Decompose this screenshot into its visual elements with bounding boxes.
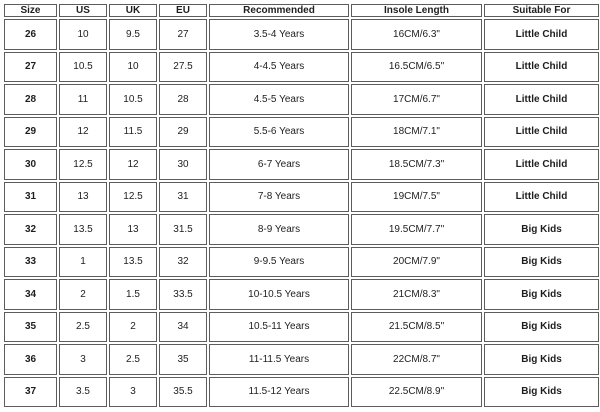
cell-insole-length: 18.5CM/7.3"	[351, 149, 482, 180]
cell-size: 32	[4, 214, 57, 245]
header-eu: EU	[159, 4, 207, 17]
table-row	[4, 312, 599, 343]
cell-size: 36	[4, 344, 57, 375]
header-insole-length: Insole Length	[351, 4, 482, 17]
cell-size: 26	[4, 19, 57, 50]
cell-recommended: 10-10.5 Years	[209, 279, 349, 310]
cell-suitable-for: Big Kids	[484, 279, 599, 310]
header-us: US	[59, 4, 107, 17]
cell-eu: 31	[159, 182, 207, 213]
cell-suitable-for: Little Child	[484, 149, 599, 180]
cell-eu: 35.5	[159, 377, 207, 408]
cell-uk: 9.5	[109, 19, 157, 50]
size-chart-table	[2, 2, 600, 409]
cell-recommended: 9-9.5 Years	[209, 247, 349, 278]
cell-us: 2.5	[59, 312, 107, 343]
cell-us: 13	[59, 182, 107, 213]
cell-eu: 28	[159, 84, 207, 115]
cell-suitable-for: Little Child	[484, 182, 599, 213]
cell-eu: 30	[159, 149, 207, 180]
table-row	[4, 279, 599, 310]
cell-us: 3.5	[59, 377, 107, 408]
cell-insole-length: 20CM/7.9"	[351, 247, 482, 278]
cell-size: 31	[4, 182, 57, 213]
cell-suitable-for: Little Child	[484, 19, 599, 50]
table-row	[4, 52, 599, 83]
cell-uk: 10.5	[109, 84, 157, 115]
cell-suitable-for: Little Child	[484, 117, 599, 148]
cell-suitable-for: Little Child	[484, 52, 599, 83]
cell-eu: 29	[159, 117, 207, 148]
cell-us: 11	[59, 84, 107, 115]
cell-eu: 34	[159, 312, 207, 343]
cell-us: 3	[59, 344, 107, 375]
cell-size: 35	[4, 312, 57, 343]
cell-uk: 2	[109, 312, 157, 343]
cell-recommended: 3.5-4 Years	[209, 19, 349, 50]
cell-eu: 27.5	[159, 52, 207, 83]
cell-uk: 11.5	[109, 117, 157, 148]
cell-size: 30	[4, 149, 57, 180]
header-uk: UK	[109, 4, 157, 17]
cell-suitable-for: Big Kids	[484, 344, 599, 375]
cell-insole-length: 21CM/8.3"	[351, 279, 482, 310]
table-row	[4, 247, 599, 278]
cell-size: 34	[4, 279, 57, 310]
cell-suitable-for: Big Kids	[484, 214, 599, 245]
cell-insole-length: 19.5CM/7.7"	[351, 214, 482, 245]
cell-insole-length: 17CM/6.7"	[351, 84, 482, 115]
cell-uk: 10	[109, 52, 157, 83]
cell-size: 33	[4, 247, 57, 278]
cell-uk: 2.5	[109, 344, 157, 375]
header-suitable-for: Suitable For	[484, 4, 599, 17]
table-row	[4, 214, 599, 245]
cell-suitable-for: Little Child	[484, 84, 599, 115]
table-row	[4, 84, 599, 115]
cell-recommended: 11-11.5 Years	[209, 344, 349, 375]
cell-recommended: 7-8 Years	[209, 182, 349, 213]
table-row	[4, 19, 599, 50]
cell-uk: 12	[109, 149, 157, 180]
cell-insole-length: 22.5CM/8.9"	[351, 377, 482, 408]
cell-recommended: 6-7 Years	[209, 149, 349, 180]
header-size: Size	[4, 4, 57, 17]
cell-recommended: 4-4.5 Years	[209, 52, 349, 83]
table-row	[4, 344, 599, 375]
cell-recommended: 11.5-12 Years	[209, 377, 349, 408]
table-row	[4, 117, 599, 148]
cell-recommended: 5.5-6 Years	[209, 117, 349, 148]
cell-insole-length: 16CM/6.3"	[351, 19, 482, 50]
cell-eu: 33.5	[159, 279, 207, 310]
cell-us: 12.5	[59, 149, 107, 180]
cell-suitable-for: Big Kids	[484, 377, 599, 408]
table-row	[4, 377, 599, 408]
cell-size: 27	[4, 52, 57, 83]
cell-suitable-for: Big Kids	[484, 312, 599, 343]
table-row	[4, 182, 599, 213]
cell-eu: 32	[159, 247, 207, 278]
cell-insole-length: 16.5CM/6.5"	[351, 52, 482, 83]
cell-eu: 27	[159, 19, 207, 50]
header-row	[4, 4, 599, 17]
cell-uk: 13	[109, 214, 157, 245]
cell-recommended: 4.5-5 Years	[209, 84, 349, 115]
table-row	[4, 149, 599, 180]
cell-insole-length: 22CM/8.7"	[351, 344, 482, 375]
cell-us: 10	[59, 19, 107, 50]
cell-insole-length: 21.5CM/8.5"	[351, 312, 482, 343]
cell-insole-length: 19CM/7.5"	[351, 182, 482, 213]
cell-us: 1	[59, 247, 107, 278]
cell-us: 13.5	[59, 214, 107, 245]
cell-uk: 13.5	[109, 247, 157, 278]
cell-recommended: 8-9 Years	[209, 214, 349, 245]
cell-uk: 12.5	[109, 182, 157, 213]
cell-us: 12	[59, 117, 107, 148]
size-chart-container	[2, 2, 597, 409]
cell-uk: 3	[109, 377, 157, 408]
cell-size: 37	[4, 377, 57, 408]
cell-insole-length: 18CM/7.1"	[351, 117, 482, 148]
size-chart-body	[4, 19, 599, 407]
cell-size: 28	[4, 84, 57, 115]
cell-eu: 31.5	[159, 214, 207, 245]
cell-recommended: 10.5-11 Years	[209, 312, 349, 343]
cell-us: 2	[59, 279, 107, 310]
cell-uk: 1.5	[109, 279, 157, 310]
cell-eu: 35	[159, 344, 207, 375]
header-recommended: Recommended	[209, 4, 349, 17]
cell-us: 10.5	[59, 52, 107, 83]
cell-size: 29	[4, 117, 57, 148]
cell-suitable-for: Big Kids	[484, 247, 599, 278]
